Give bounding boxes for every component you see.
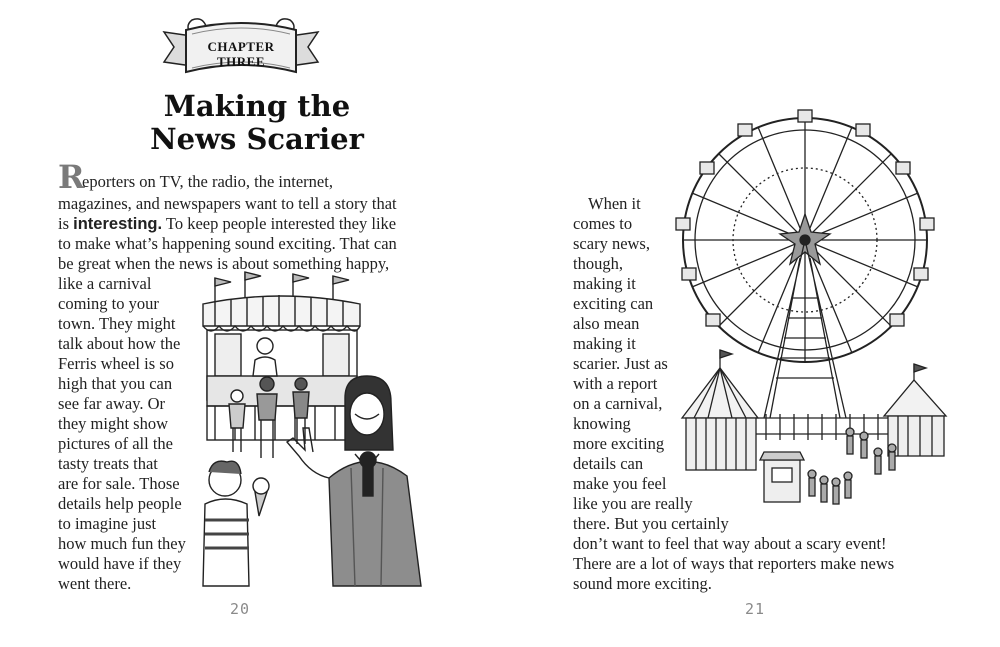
body-line: details help people xyxy=(58,494,182,513)
carnival-reporter-illustration xyxy=(195,268,440,590)
body-line: eporters on TV, the radio, the internet, xyxy=(82,172,333,191)
page-number: 21 xyxy=(745,600,766,618)
body-line: more exciting xyxy=(573,434,665,453)
body-line: There are a lot of ways that reporters make news xyxy=(573,554,895,573)
title-line-2: News Scarier xyxy=(150,122,364,156)
body-line: with a report xyxy=(573,374,658,393)
right-page xyxy=(500,0,1000,647)
drop-cap: R xyxy=(58,158,85,196)
body-line: they might show xyxy=(58,414,168,433)
body-line: coming to your xyxy=(58,294,159,313)
body-line: Ferris wheel is so xyxy=(58,354,174,373)
body-line: how much fun they xyxy=(58,534,186,553)
chapter-label: CHAPTER xyxy=(207,39,275,54)
body-line: are for sale. Those xyxy=(58,474,180,493)
body-line: went there. xyxy=(58,574,132,593)
body-line: on a carnival, xyxy=(573,394,663,413)
body-line: exciting can xyxy=(573,294,654,313)
body-line: make you feel xyxy=(573,474,667,493)
body-line: talk about how the xyxy=(58,334,181,353)
body-line: like you are really xyxy=(573,494,693,513)
body-text: To keep people interested they like xyxy=(162,214,397,233)
body-line: don’t want to feel that way about a scary event! xyxy=(573,534,887,553)
chapter-title xyxy=(100,90,414,156)
title-line-1: Making the xyxy=(163,89,351,123)
body-line: sound more exciting. xyxy=(573,574,712,593)
body-line: scary news, xyxy=(573,234,650,253)
emphasized-word: interesting. xyxy=(73,215,163,233)
ferris-wheel-illustration xyxy=(680,118,952,510)
body-line: making it xyxy=(573,334,636,353)
body-line: making it xyxy=(573,274,636,293)
chapter-number: THREE xyxy=(216,54,265,69)
body-line: also mean xyxy=(573,314,640,333)
body-line: tasty treats that xyxy=(58,454,158,473)
body-line: town. They might xyxy=(58,314,176,333)
body-line xyxy=(58,214,396,234)
body-line: scarier. Just as xyxy=(573,354,668,373)
body-line: high that you can xyxy=(58,374,173,393)
body-line: though, xyxy=(573,254,623,273)
body-line: would have if they xyxy=(58,554,182,573)
body-line: knowing xyxy=(573,414,631,433)
body-line: see far away. Or xyxy=(58,394,166,413)
body-line: comes to xyxy=(573,214,633,233)
body-text: is xyxy=(58,214,74,233)
body-line: pictures of all the xyxy=(58,434,174,453)
body-line: like a carnival xyxy=(58,274,152,293)
page-number: 20 xyxy=(230,600,251,618)
chapter-banner xyxy=(162,12,320,86)
body-line: details can xyxy=(573,454,644,473)
body-line: there. But you certainly xyxy=(573,514,729,533)
body-line: be great when the news is about something happy, xyxy=(58,254,390,273)
body-line: to make what’s happening sound exciting. That can xyxy=(58,234,397,253)
body-line: When it xyxy=(588,194,641,213)
body-line: to imagine just xyxy=(58,514,157,533)
body-line: magazines, and newspapers want to tell a story that xyxy=(58,194,397,213)
